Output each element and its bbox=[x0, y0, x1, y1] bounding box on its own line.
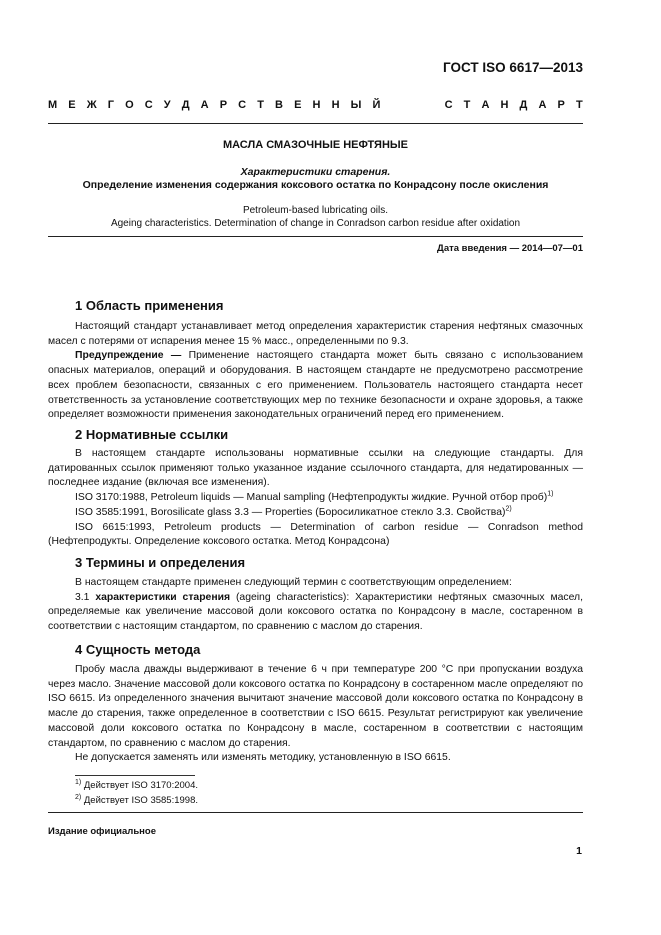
page-number: 1 bbox=[576, 845, 582, 857]
document-subtitle-1: Характеристики старения. bbox=[240, 166, 391, 178]
footer-divider bbox=[48, 812, 583, 813]
title-divider bbox=[48, 236, 583, 237]
reference-iso-6615: ISO 6615:1993, Petroleum products — Determination of carbon residue — Conradson method (Нефтепродукты. Определение коксового остатка. Метод Конрадсона) bbox=[48, 521, 583, 548]
section-3-body bbox=[48, 576, 583, 635]
interstate-letter: Н bbox=[312, 99, 321, 111]
section-4-paragraph-1: Пробу масла дважды выдерживают в течение 6 ч при температуре 200 °С при пропускании воздуха через масло. Значение массовой доли коксового остатка по Конрадсону в состаренном масле определяют по ISO 6615. Из определенного значения вычитают значение массовой доли коксового остатка по Конрадсону в масле до старения, также определенное в соответствии с ISO 6615. Результат регистрируют как увеличение массовой доли коксового остатка по Конрадсону в масле, состаренном в соответствии с настоящим стандартом, по сравнению с маслом до старения. bbox=[48, 664, 583, 749]
standard-letter: Н bbox=[500, 99, 509, 111]
interstate-letter: С bbox=[238, 99, 247, 111]
defined-term: характеристики старения bbox=[95, 591, 231, 603]
banner-gap bbox=[391, 99, 433, 111]
interstate-letter: Е bbox=[68, 99, 76, 111]
section-1-warning bbox=[48, 349, 583, 423]
standard-letter: А bbox=[538, 99, 547, 111]
section-2-body bbox=[48, 447, 583, 550]
section-2-paragraph-1: В настоящем стандарте использованы нормативные ссылки на следующие стандарты. Для датированных ссылок применяют только указанное издание ссылочного стандарта, для недатированных — последнее издание (включая все изменения). bbox=[48, 448, 583, 489]
warning-text: Применение настоящего стандарта может быть связано с использованием опасных материалов, операций и оборудования. В настоящем стандарте не предусмотрено рассмотрение всех проблем безопасности, связанных с его применением. Пользователь настоящего стандарта несет ответственность за установление соответствующих мер по технике безопасности и охране здоровья, а также определяет возможности применения законодательных ограничений перед его применением. bbox=[48, 350, 583, 421]
interstate-letter: Й bbox=[372, 99, 381, 111]
interstate-letter: М bbox=[48, 99, 58, 111]
section-2-heading: 2 Нормативные ссылки bbox=[75, 427, 229, 442]
footnote-ref-2: 2) bbox=[505, 505, 512, 513]
interstate-letter: В bbox=[275, 99, 283, 111]
standard-code: ГОСТ ISO 6617—2013 bbox=[443, 60, 583, 75]
english-title-1: Petroleum-based lubricating oils. bbox=[242, 205, 389, 216]
footnote-ref-1: 1) bbox=[547, 490, 554, 498]
interstate-letter: Е bbox=[294, 99, 302, 111]
section-3-heading: 3 Термины и определения bbox=[75, 555, 246, 570]
interstate-letter: Н bbox=[331, 99, 340, 111]
section-4-paragraph-2: Не допускается заменять или изменять методику, установленную в ISO 6615. bbox=[75, 752, 451, 764]
english-title-2: Ageing characteristics. Determination of change in Conradson carbon residue after oxidation bbox=[110, 218, 521, 229]
interstate-letter: Ж bbox=[86, 99, 97, 111]
reference-iso-3170: ISO 3170:1988, Petroleum liquids — Manual sampling (Нефтепродукты жидкие. Ручной отбор проб)$^{1)}$ bbox=[75, 490, 554, 504]
standard-letter: А bbox=[481, 99, 490, 111]
section-3-definition: 3.1 характеристики старения (ageing characteristics): Характеристики нефтяных смазочных масел, определяемые как увеличение массовой доли коксового остатка по Конрадсону в масле, состаренном в соответствии с настоящим стандартом, по сравнению с маслом до старения. bbox=[48, 591, 583, 633]
section-1-body bbox=[48, 320, 583, 423]
section-3-paragraph-1: В настоящем стандарте применен следующий термин с соответствующим определением: bbox=[75, 577, 512, 588]
interstate-letter: С bbox=[144, 99, 153, 111]
standard-letter: Т bbox=[463, 99, 471, 111]
footnote-1: $^{1)}$ Действует ISO 3170:2004. bbox=[75, 778, 198, 791]
top-divider bbox=[48, 123, 583, 124]
standard-letter: Р bbox=[557, 99, 565, 111]
footnote-2: $^{2)}$ Действует ISO 3585:1998. bbox=[75, 793, 198, 806]
reference-iso-3585: ISO 3585:1991, Borosilicate glass 3.3 — Properties (Боросиликатное стекло 3.3. Свойства)$^{2)}$ bbox=[75, 505, 512, 518]
section-1-paragraph-1: Настоящий стандарт устанавливает метод определения характеристик старения нефтяных смазочных масел с потерями от испарения менее 15 % масс., определенными по 9.3. bbox=[48, 321, 583, 347]
warning-label: Предупреждение — bbox=[75, 350, 182, 362]
official-edition-label: Издание официальное bbox=[48, 826, 156, 837]
standard-letter: С bbox=[444, 99, 453, 111]
interstate-letter: Д bbox=[181, 99, 190, 111]
section-4-body bbox=[48, 663, 583, 766]
interstate-letter: У bbox=[163, 99, 171, 111]
document-title: МАСЛА СМАЗОЧНЫЕ НЕФТЯНЫЕ bbox=[222, 139, 409, 151]
interstate-letter: Р bbox=[219, 99, 228, 111]
section-4-heading: 4 Сущность метода bbox=[75, 642, 201, 657]
interstate-letter: О bbox=[125, 99, 134, 111]
standard-letter: Т bbox=[575, 99, 583, 111]
effective-date: Дата введения — 2014—07—01 bbox=[437, 243, 583, 254]
interstate-standard-banner bbox=[48, 99, 583, 111]
document-subtitle-2: Определение изменения содержания коксового остатка по Конрадсону после окисления bbox=[82, 179, 549, 191]
interstate-letter: Г bbox=[107, 99, 114, 111]
interstate-letter: Ы bbox=[350, 99, 362, 111]
standard-letter: Д bbox=[519, 99, 528, 111]
footnote-separator bbox=[75, 775, 195, 776]
interstate-letter: Т bbox=[257, 99, 264, 111]
section-1-heading: 1 Область применения bbox=[75, 298, 224, 313]
interstate-letter: А bbox=[200, 99, 209, 111]
